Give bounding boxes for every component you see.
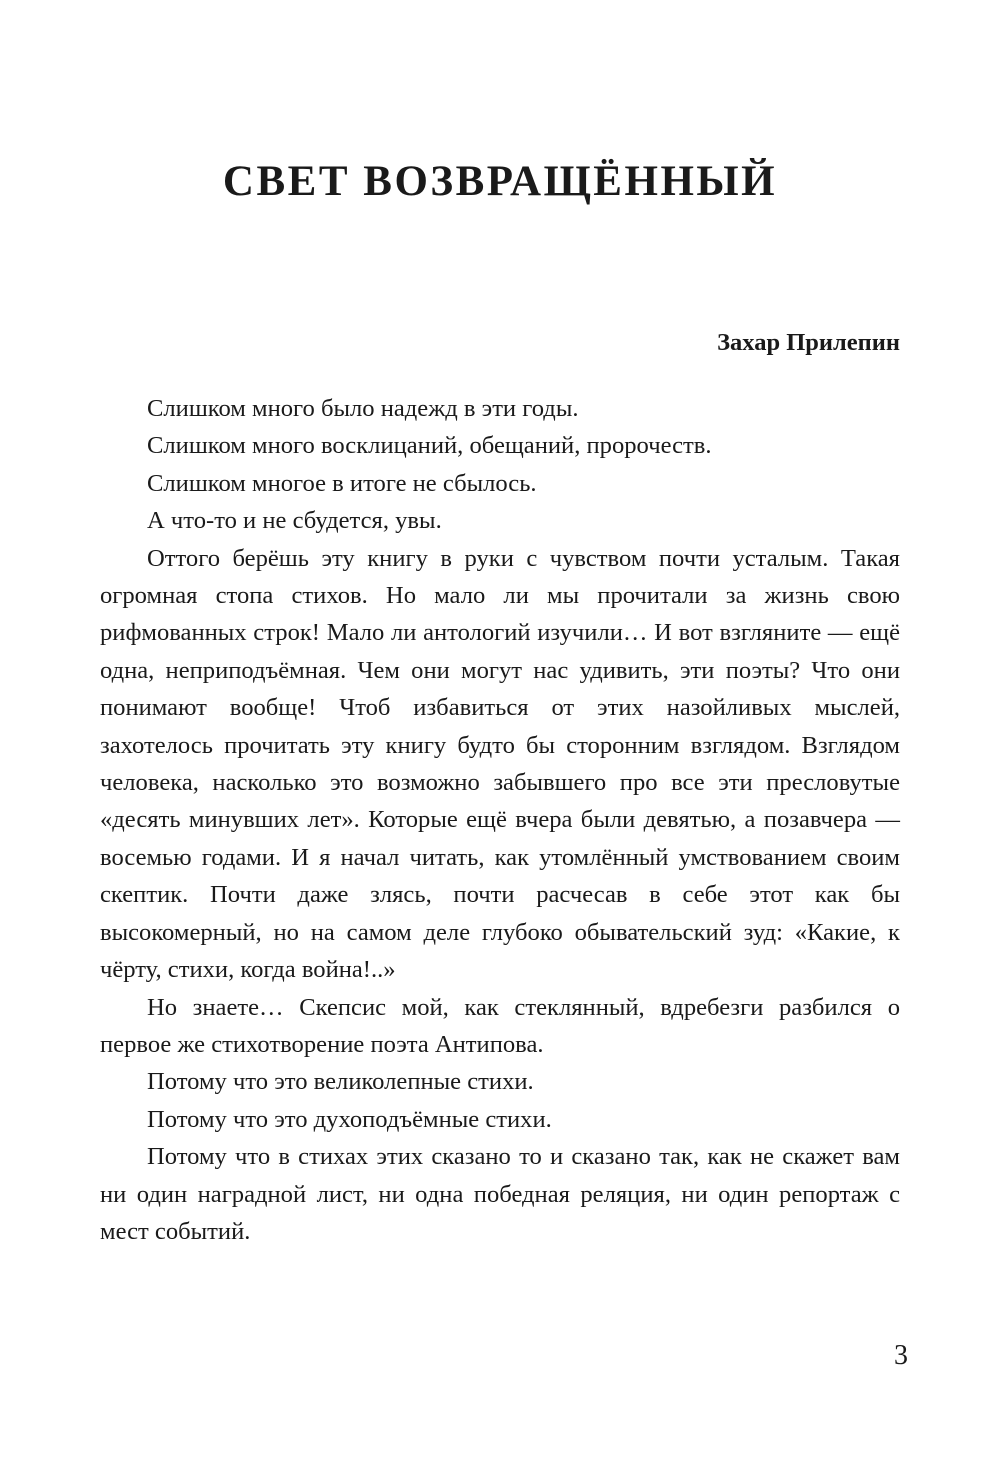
paragraph: Слишком много было надежд в эти годы. (147, 395, 579, 422)
paragraph: Но знаете… Скепсис мой, как стеклянный, вдребезги разбился о первое же стихотворение поэта Антипова. (100, 993, 900, 1058)
paragraph: Оттого берёшь эту книгу в руки с чувством почти усталым. Такая огромная стопа стихов. Но мало ли мы прочитали за жизнь свою рифмованных строк! Мало ли антологий изучили… И вот взгляните — ещё одна, неприподъёмная. Чем они могут нас удивить, эти поэты? Что они понимают вообще! Чтоб избавиться от этих назойливых мыслей, захотелось прочитать эту книгу будто бы сторонним взглядом. Взглядом человека, насколько это возможно забывшего про все эти пресловутые «десять минувших лет». Которые ещё вчера были девятью, а позавчера — восемью годами. И я начал читать, как утомлённый умствованием своим скептик. Почти даже злясь, почти расчесав в себе этот как бы высокомерный, но на самом деле глубоко обывательский зуд: «Какие, к чёрту, стихи, когда война!..» (100, 544, 900, 984)
page-number: 3 (894, 1340, 908, 1371)
paragraph: Потому что в стихах этих сказано то и сказано так, как не скажет вам ни один наградной лист, ни одна победная реляция, ни один репортаж с мест событий. (100, 1143, 900, 1245)
author-name: Захар Прилепин (717, 329, 900, 356)
paragraph: Потому что это великолепные стихи. (147, 1068, 534, 1096)
body-text (100, 390, 900, 1250)
paragraph: Слишком много восклицаний, обещаний, пророчеств. (147, 432, 712, 460)
paragraph: Слишком многое в итоге не сбылось. (147, 469, 537, 497)
paragraph: А что-то и не сбудется, увы. (147, 507, 442, 535)
chapter-title: СВЕТ ВОЗВРАЩЁННЫЙ (222, 158, 778, 205)
paragraph: Потому что это духоподъёмные стихи. (147, 1105, 552, 1133)
